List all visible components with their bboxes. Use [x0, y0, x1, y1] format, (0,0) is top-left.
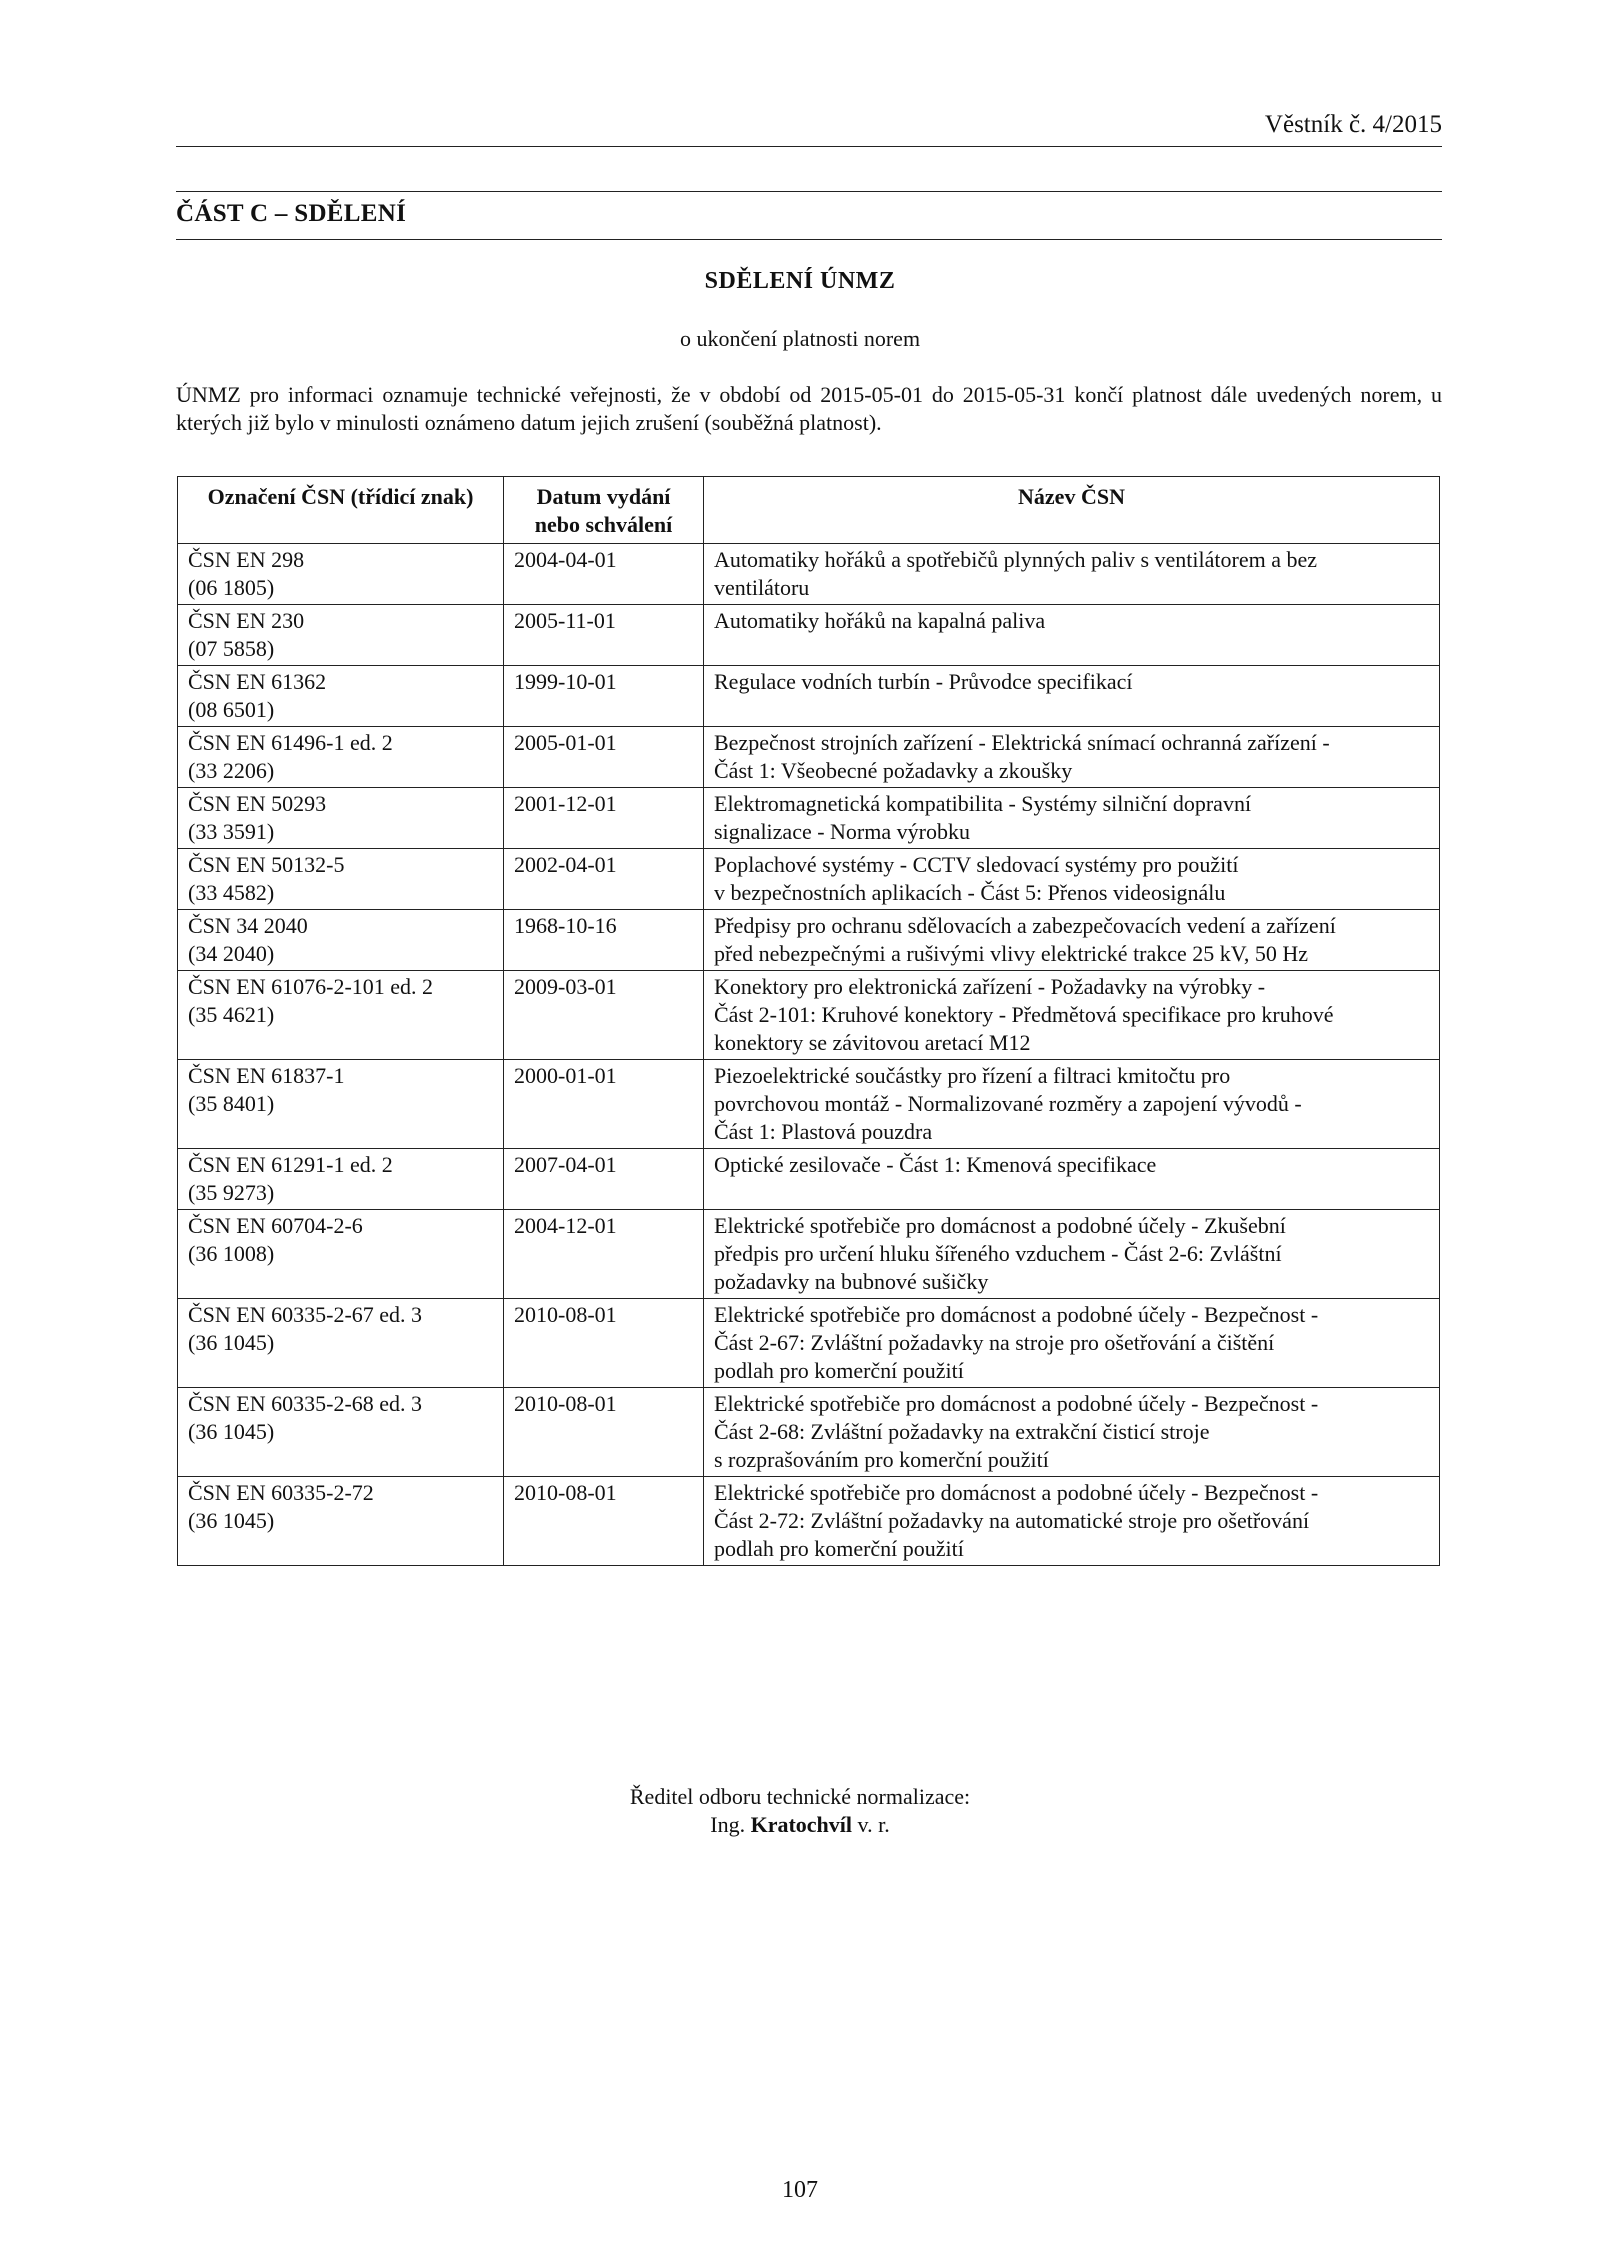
cell-date: 2010-08-01	[504, 1477, 704, 1566]
header-designation-line2: (třídicí znak)	[350, 484, 474, 509]
classification-code: (08 6501)	[188, 697, 275, 722]
table-row	[178, 1388, 1440, 1477]
standard-designation: ČSN EN 50293	[188, 791, 327, 816]
signature-prefix: Ing.	[710, 1812, 746, 1837]
standard-designation: ČSN EN 60335-2-72	[188, 1480, 374, 1505]
section-rule-bottom	[176, 239, 1442, 240]
title-line: Část 2-67: Zvláštní požadavky na stroje pro ošetřování a čištění	[714, 1330, 1275, 1355]
standard-designation: ČSN EN 61076-2-101 ed. 2	[188, 974, 434, 999]
table-row	[178, 1299, 1440, 1388]
cell-designation	[178, 1388, 504, 1477]
cell-designation	[178, 788, 504, 849]
title-line: Poplachové systémy - CCTV sledovací systémy pro použití	[714, 852, 1239, 877]
title-line: ventilátoru	[714, 575, 810, 600]
table-row	[178, 1060, 1440, 1149]
cell-designation	[178, 1210, 504, 1299]
standard-designation: ČSN EN 61362	[188, 669, 327, 694]
signature-block	[0, 1783, 1600, 1839]
title-line: podlah pro komerční použití	[714, 1536, 964, 1561]
title-line: povrchovou montáž - Normalizované rozměry a zapojení vývodů -	[714, 1091, 1302, 1116]
cell-title	[704, 544, 1440, 605]
cell-title	[704, 1299, 1440, 1388]
intro-paragraph: ÚNMZ pro informaci oznamuje technické veřejnosti, že v období od 2015-05-01 do 2015-05-31 končí platnost dále uvedených norem, u kterých již bylo v minulosti oznámeno datum jejich zrušení (souběžná platnost).	[176, 382, 1442, 435]
title-line: Část 2-68: Zvláštní požadavky na extrakční čisticí stroje	[714, 1419, 1210, 1444]
classification-code: (33 3591)	[188, 819, 275, 844]
classification-code: (33 2206)	[188, 758, 275, 783]
cell-title	[704, 788, 1440, 849]
title-line: Optické zesilovače - Část 1: Kmenová specifikace	[714, 1152, 1157, 1177]
cell-date: 2010-08-01	[504, 1388, 704, 1477]
notice-subtitle: o ukončení platnosti norem	[679, 326, 921, 351]
cell-designation	[178, 1149, 504, 1210]
header-date-line2: nebo schválení	[534, 512, 673, 537]
table-row	[178, 910, 1440, 971]
cell-designation	[178, 727, 504, 788]
title-line: signalizace - Norma výrobku	[714, 819, 970, 844]
cell-designation	[178, 849, 504, 910]
title-line: Konektory pro elektronická zařízení - Požadavky na výrobky -	[714, 974, 1266, 999]
table-row	[178, 1149, 1440, 1210]
standard-designation: ČSN EN 61291-1 ed. 2	[188, 1152, 393, 1177]
cell-title	[704, 971, 1440, 1060]
cell-date: 2002-04-01	[504, 849, 704, 910]
cell-date: 2004-12-01	[504, 1210, 704, 1299]
cell-designation	[178, 1477, 504, 1566]
title-line: s rozprašováním pro komerční použití	[714, 1447, 1049, 1472]
header-date-line1: Datum vydání	[536, 484, 671, 509]
cell-designation	[178, 544, 504, 605]
standard-designation: ČSN 34 2040	[188, 913, 308, 938]
title-line: Předpisy pro ochranu sdělovacích a zabezpečovacích vedení a zařízení	[714, 913, 1336, 938]
title-line: Regulace vodních turbín - Průvodce specifikací	[714, 669, 1133, 694]
title-line: Elektrické spotřebiče pro domácnost a podobné účely - Bezpečnost -	[714, 1302, 1319, 1327]
cell-date: 2005-11-01	[504, 605, 704, 666]
table-row	[178, 971, 1440, 1060]
standard-designation: ČSN EN 61496-1 ed. 2	[188, 730, 393, 755]
bulletin-header: Věstník č. 4/2015	[1264, 111, 1442, 138]
header-name: Název ČSN	[704, 477, 1440, 544]
cell-title	[704, 910, 1440, 971]
cell-date: 1968-10-16	[504, 910, 704, 971]
table-row	[178, 1210, 1440, 1299]
table-row	[178, 666, 1440, 727]
cell-date: 2005-01-01	[504, 727, 704, 788]
signature-name: Kratochvíl	[750, 1812, 853, 1837]
table-row	[178, 727, 1440, 788]
notice-title: SDĚLENÍ ÚNMZ	[704, 268, 896, 294]
cell-title	[704, 727, 1440, 788]
classification-code: (36 1045)	[188, 1508, 275, 1533]
cell-title	[704, 1149, 1440, 1210]
cell-designation	[178, 1299, 504, 1388]
cell-date: 2004-04-01	[504, 544, 704, 605]
header-designation-line1: Označení ČSN	[207, 484, 346, 509]
table-row	[178, 605, 1440, 666]
title-line: požadavky na bubnové sušičky	[714, 1269, 989, 1294]
page-number: 107	[782, 2177, 818, 2203]
title-line: předpis pro určení hluku šířeného vzduchem - Část 2-6: Zvláštní	[714, 1241, 1282, 1266]
signature-suffix: v. r.	[857, 1812, 890, 1837]
cell-date: 2007-04-01	[504, 1149, 704, 1210]
section-rule-top	[176, 191, 1442, 192]
cell-designation	[178, 605, 504, 666]
classification-code: (34 2040)	[188, 941, 275, 966]
classification-code: (06 1805)	[188, 575, 275, 600]
classification-code: (36 1045)	[188, 1330, 275, 1355]
cell-date: 2000-01-01	[504, 1060, 704, 1149]
title-line: konektory se závitovou aretací M12	[714, 1030, 1031, 1055]
cell-designation	[178, 666, 504, 727]
standards-table	[177, 476, 1440, 1566]
title-line: Elektrické spotřebiče pro domácnost a podobné účely - Bezpečnost -	[714, 1391, 1319, 1416]
cell-title	[704, 666, 1440, 727]
title-line: Piezoelektrické součástky pro řízení a filtraci kmitočtu pro	[714, 1063, 1231, 1088]
title-line: podlah pro komerční použití	[714, 1358, 964, 1383]
standard-designation: ČSN EN 60335-2-68 ed. 3	[188, 1391, 423, 1416]
cell-date: 2009-03-01	[504, 971, 704, 1060]
standard-designation: ČSN EN 61837-1	[188, 1063, 345, 1088]
section-title: ČÁST C – SDĚLENÍ	[176, 200, 407, 227]
table-row	[178, 788, 1440, 849]
cell-designation	[178, 910, 504, 971]
title-line: Automatiky hořáků a spotřebičů plynných paliv s ventilátorem a bez	[714, 547, 1318, 572]
classification-code: (07 5858)	[188, 636, 275, 661]
title-line: Část 1: Plastová pouzdra	[714, 1119, 933, 1144]
title-line: Elektromagnetická kompatibilita - Systémy silniční dopravní	[714, 791, 1252, 816]
header-designation	[178, 477, 504, 544]
classification-code: (35 9273)	[188, 1180, 275, 1205]
standard-designation: ČSN EN 50132-5	[188, 852, 345, 877]
cell-date: 2010-08-01	[504, 1299, 704, 1388]
cell-title	[704, 605, 1440, 666]
signature-role: Ředitel odboru technické normalizace:	[629, 1784, 971, 1809]
cell-title	[704, 1210, 1440, 1299]
cell-title	[704, 1060, 1440, 1149]
cell-title	[704, 849, 1440, 910]
title-line: Elektrické spotřebiče pro domácnost a podobné účely - Bezpečnost -	[714, 1480, 1319, 1505]
title-line: Bezpečnost strojních zařízení - Elektrická snímací ochranná zařízení -	[714, 730, 1330, 755]
table-row	[178, 1477, 1440, 1566]
cell-designation	[178, 971, 504, 1060]
standard-designation: ČSN EN 230	[188, 608, 305, 633]
header-date	[504, 477, 704, 544]
standard-designation: ČSN EN 60704-2-6	[188, 1213, 363, 1238]
title-line: Elektrické spotřebiče pro domácnost a podobné účely - Zkušební	[714, 1213, 1286, 1238]
title-line: Část 1: Všeobecné požadavky a zkoušky	[714, 758, 1073, 783]
title-line: Automatiky hořáků na kapalná paliva	[714, 608, 1046, 633]
title-line: Část 2-72: Zvláštní požadavky na automatické stroje pro ošetřování	[714, 1508, 1310, 1533]
cell-designation	[178, 1060, 504, 1149]
classification-code: (35 4621)	[188, 1002, 275, 1027]
classification-code: (35 8401)	[188, 1091, 275, 1116]
header-rule	[176, 146, 1442, 147]
classification-code: (36 1045)	[188, 1419, 275, 1444]
table-header-row	[178, 477, 1440, 544]
cell-date: 1999-10-01	[504, 666, 704, 727]
signature-name-line	[0, 1811, 1600, 1839]
title-line: v bezpečnostních aplikacích - Část 5: Přenos videosignálu	[714, 880, 1226, 905]
classification-code: (33 4582)	[188, 880, 275, 905]
table-row	[178, 849, 1440, 910]
classification-code: (36 1008)	[188, 1241, 275, 1266]
table-row	[178, 544, 1440, 605]
cell-date: 2001-12-01	[504, 788, 704, 849]
cell-title	[704, 1477, 1440, 1566]
standard-designation: ČSN EN 60335-2-67 ed. 3	[188, 1302, 423, 1327]
title-line: Část 2-101: Kruhové konektory - Předmětová specifikace pro kruhové	[714, 1002, 1334, 1027]
standard-designation: ČSN EN 298	[188, 547, 305, 572]
cell-title	[704, 1388, 1440, 1477]
title-line: před nebezpečnými a rušivými vlivy elektrické trakce 25 kV, 50 Hz	[714, 941, 1309, 966]
